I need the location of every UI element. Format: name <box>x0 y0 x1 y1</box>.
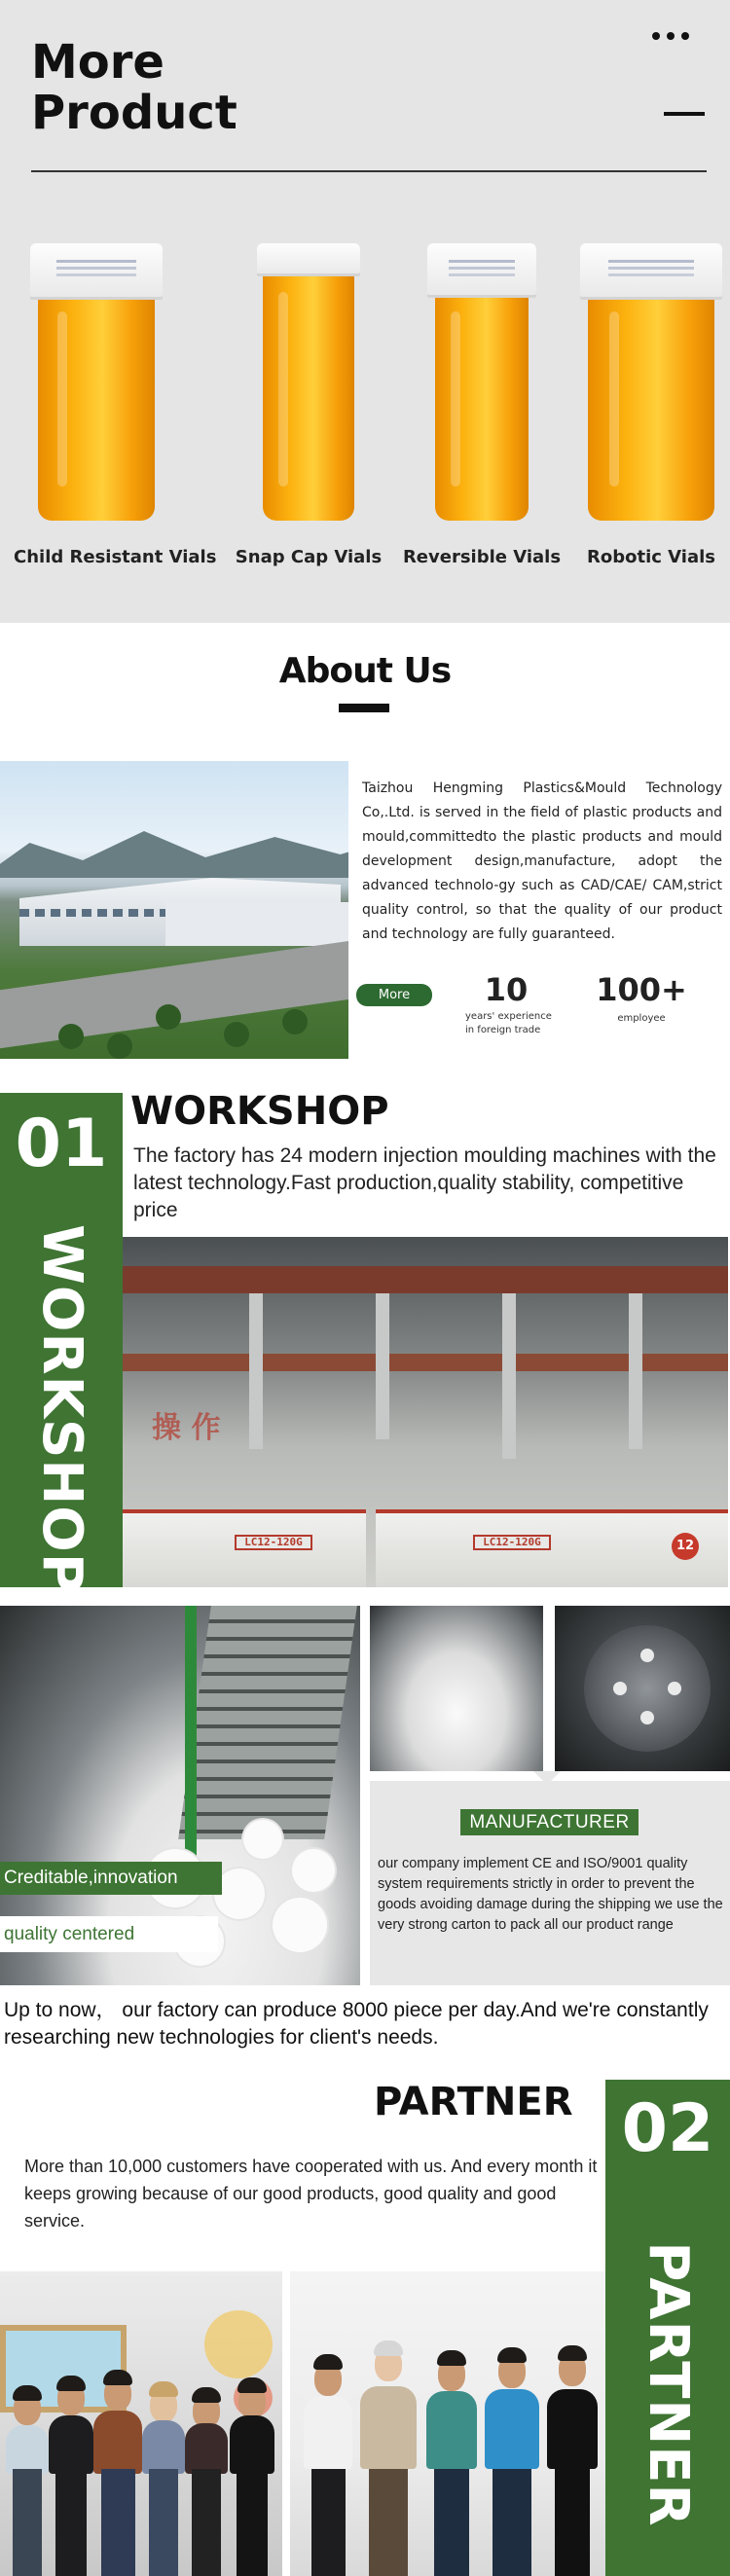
product-label[interactable]: Reversible Vials <box>402 547 562 567</box>
partner-description: More than 10,000 customers have cooperated with us. And every month it keeps growing because of our good products, good quality and good service. <box>24 2157 598 2231</box>
collapse-icon[interactable] <box>664 112 705 116</box>
stat-employee-caption: employee <box>617 1013 666 1024</box>
manufacturer-pointer <box>533 1771 561 1785</box>
partner-vertical-label: PARTNER <box>637 2241 700 2527</box>
injection-machines-photo <box>123 1237 728 1587</box>
machine-plate: LC12-120G <box>235 1535 312 1550</box>
partner-number: 02 <box>621 2090 714 2167</box>
innovation-tag: Creditable,innovation <box>0 1862 222 1895</box>
partner-photo-office <box>0 2271 282 2576</box>
workshop-description: The factory has 24 modern injection moulding machines with the latest technology.Fast production,quality stability, competitive price <box>133 1144 716 1221</box>
reversible-vial-image <box>427 243 536 526</box>
workshop-title: WORKSHOP <box>130 1089 389 1134</box>
product-label[interactable]: Snap Cap Vials <box>235 547 383 567</box>
workshop-number: 01 <box>15 1106 108 1182</box>
machine-sign: 操 作 <box>152 1411 221 1445</box>
factory-photo <box>0 761 348 1059</box>
manufacturer-description: our company implement CE and ISO/9001 quality system requirements strictly in order to prevent the goods avoiding damage during the shipping we use the very strong carton to pack all our product range <box>378 1856 723 1933</box>
capacity-statement: Up to now， our factory can produce 8000 piece per day.And we're constantly researching new technologies for client's needs. <box>4 1999 709 2049</box>
stat-employee-value: 100+ <box>596 971 687 1008</box>
product-label[interactable]: Child Resistant Vials <box>14 547 217 567</box>
about-us-underline <box>339 704 389 712</box>
workshop-vertical-label: WORKSHOP <box>30 1224 93 1594</box>
manufacturer-label: MANUFACTURER <box>460 1809 639 1835</box>
partner-title: PARTNER <box>374 2080 573 2124</box>
product-robotic-vials[interactable] <box>568 243 730 567</box>
about-us-description: Taizhou Hengming Plastics&Mould Technology Co,.Ltd. is served in the field of plastic products and mould,committedto the plastic products and mould development design,manufacture, adopt the advanced technolo-gy such as CAD/CAE/ CAM,strict quality control, so that the quality of our product and technology are fully guaranteed. <box>362 780 722 942</box>
more-product-section <box>0 0 730 623</box>
product-child-resistant-vials[interactable] <box>14 243 217 567</box>
machine-number-badge: 12 <box>672 1533 699 1560</box>
mould-disk-photo <box>555 1606 730 1771</box>
snap-cap-vial-image <box>257 243 360 526</box>
partner-photo-visit <box>290 2271 605 2576</box>
more-options-icon[interactable] <box>652 27 696 45</box>
stat-years-value: 10 <box>484 971 529 1008</box>
robotic-vial-image <box>580 243 722 526</box>
more-button[interactable]: More <box>356 984 432 1006</box>
product-snap-cap-vials[interactable] <box>226 243 391 567</box>
more-product-title-line2: Product <box>31 86 237 140</box>
more-product-title-line1: More <box>31 35 164 90</box>
machine-plate: LC12-120G <box>473 1535 551 1550</box>
child-resistant-vial-image <box>30 243 163 526</box>
stat-years-caption: years' experience in foreign trade <box>465 1011 552 1035</box>
caps-bin-photo <box>370 1606 543 1771</box>
more-product-title <box>31 37 237 138</box>
product-label[interactable]: Robotic Vials <box>586 547 715 567</box>
quality-tag: quality centered <box>0 1916 218 1952</box>
title-divider <box>31 170 707 172</box>
about-us-title: About Us <box>278 651 452 691</box>
product-reversible-vials[interactable] <box>399 243 565 567</box>
